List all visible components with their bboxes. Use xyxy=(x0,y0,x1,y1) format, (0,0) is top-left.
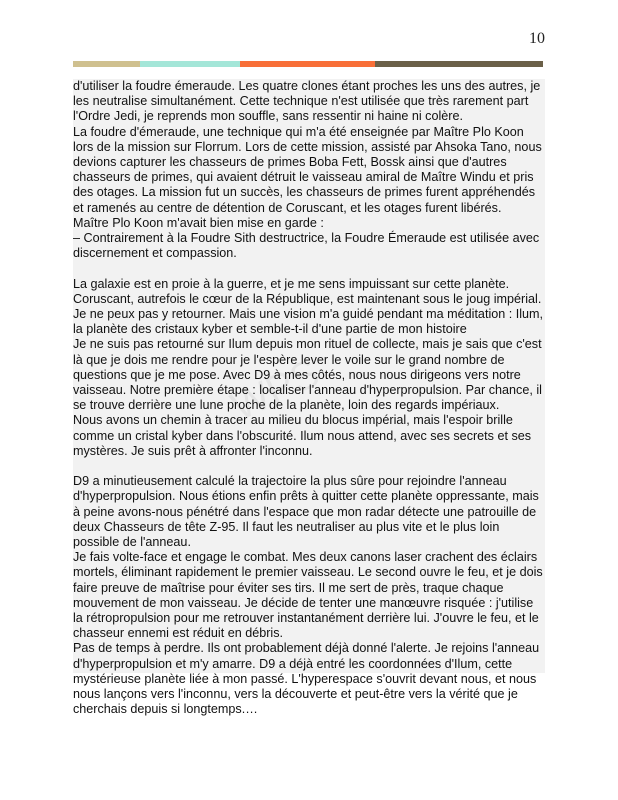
paragraph: Je fais volte-face et engage le combat. Mes deux canons laser crachent des éclairs mortels, éliminant rapidement le premier vaisseau. Le second ouvre le feu, et je dois faire preuve de maîtrise pour éviter ses tirs. Il me sert de près, traque chaque mouvement de mon vaisseau. Je décide de tenter une manœuvre risquée : j'utilise la rétropropulsion pour me retrouver instantanément derrière lui. J'ouvre le feu, et le chasseur ennemi est réduit en débris. xyxy=(73,550,543,641)
paragraph: Pas de temps à perdre. Ils ont probablement déjà donné l'alerte. Je rejoins l'anneau d'hyperpropulsion et m'y amarre. D9 a déjà entré les coordonnées d'Ilum, cette mystérieuse planète liée à mon passé. L'hyperespace s'ouvrit devant nous, et nous nous lançons vers l'inconnu, vers la découverte et peut-être vers la vérité que je cherchais depuis si longtemps.… xyxy=(73,641,540,717)
paragraph-spacer xyxy=(73,459,545,474)
paragraph: La foudre d'émeraude, une technique qui m'a été enseignée par Maître Plo Koon lors de la mission sur Florrum. Lors de cette mission, assisté par Ahsoka Tano, nous devions capturer les chasseurs de primes Boba Fett, Bossk ainsi que d'autres chasseurs de primes, qui avaient détruit le vaisseau amiral de Maître Windu et pris des otages. La mission fut un succès, les chasseurs de primes furent appréhendés et ramenés au centre de détention de Coruscant, et les otages furent libérés. xyxy=(73,124,542,215)
bar-segment-orange xyxy=(240,61,375,67)
paragraph: d'utiliser la foudre émeraude. Les quatre clones étant proches les uns des autres, je les neutralise simultanément. Cette technique n'est utilisée que très rarement part l'Ordre Jedi, je reprends mon souffle, sans ressentir ni haine ni colère. xyxy=(73,79,541,124)
paragraph-spacer xyxy=(73,261,545,276)
paragraph: D9 a minutieusement calculé la trajectoire la plus sûre pour rejoindre l'anneau d'hyperpropulsion. Nous étions enfin prêts à quitter cette planète oppressante, mais à peine avons-nous pénétré dans l'espace que mon radar détecte une patrouille de deux Chasseurs de tête Z-95. Il faut les neutraliser au plus vite et le plus loin possible de l'anneau. xyxy=(73,474,539,550)
paragraph: La galaxie est en proie à la guerre, et je me sens impuissant sur cette planète. Coruscant, autrefois le cœur de la République, est maintenant sous le joug impérial. Je ne peux pas y retourner. Mais une vision m'a guidé pendant ma méditation : Ilum, la planète des cristaux kyber et semble-t-il d'une partie de mon histoire xyxy=(73,276,544,337)
header-color-bar xyxy=(73,61,543,67)
paragraph: Maître Plo Koon m'avait bien mise en garde : xyxy=(73,215,324,230)
body-text-block xyxy=(73,79,545,717)
page-number: 10 xyxy=(529,30,545,47)
paragraph: Je ne suis pas retourné sur Ilum depuis mon rituel de collecte, mais je sais que c'est là que je dois me rendre pour je l'espère lever le voile sur le grand nombre de questions que je me pose. Avec D9 à mes côtés, nous nous dirigeons vers notre vaisseau. Notre première étape : localiser l'anneau d'hyperpropulsion. Par chance, il se trouve derrière une lune proche de la planète, loin des regards impériaux. xyxy=(73,337,542,413)
bar-segment-brown xyxy=(375,61,543,67)
bar-segment-tan xyxy=(73,61,140,67)
paragraph-quote: – Contrairement à la Foudre Sith destructrice, la Foudre Émeraude est utilisée avec discernement et compassion. xyxy=(73,231,540,261)
bar-segment-teal xyxy=(140,61,240,67)
paragraph: Nous avons un chemin à tracer au milieu du blocus impérial, mais l'espoir brille comme un cristal kyber dans l'obscurité. Ilum nous attend, avec ses secrets et ses mystères. Je suis prêt à affronter l'inconnu. xyxy=(73,413,532,458)
